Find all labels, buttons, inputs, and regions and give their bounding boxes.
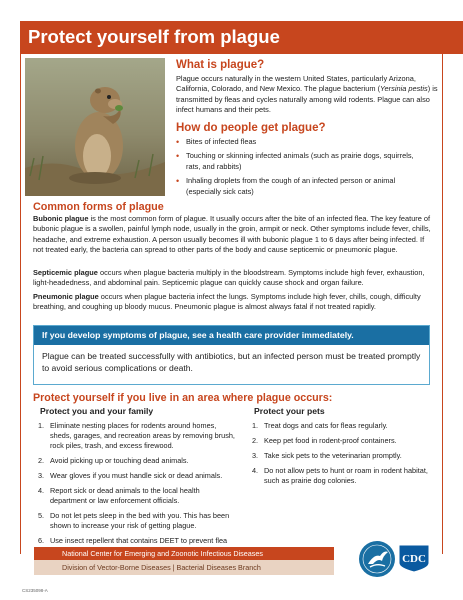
list-item: • Inhaling droplets from the cough of an infected person or animal (especially sick cats) — [176, 176, 421, 197]
septicemic-text: occurs when plague bacteria multiply in the bloodstream. Symptoms include high fever, exhaustion, light-headedness, and abdominal pain. Septicemic plague can quickly cause shock and organ failure. — [33, 268, 425, 288]
list-item: 1. Treat dogs and cats for fleas regularly. — [252, 421, 388, 430]
cdc-logo-text: CDC — [402, 553, 426, 565]
list-item: 2. Avoid picking up or touching dead animals. — [38, 456, 189, 465]
what-text-b: ) is transmitted by fleas and cycles naturally among wild rodents. Plague can also infect humans and their pets. — [176, 84, 438, 115]
pneumonic-text: occurs when plague bacteria infect the lungs. Symptoms include high fever, chills, cough, difficulty breathing, and coughing up bloody mucus. Pneumonic plague is almost always fatal if not treated rapidly. — [33, 292, 421, 312]
pets-heading: Protect your pets — [254, 406, 325, 416]
how-list — [176, 137, 421, 201]
list-item: • Touching or skinning infected animals (such as prairie dogs, squirrels, rats, and rabbits) — [176, 151, 421, 172]
what-text-a: Plague occurs naturally in the western United States, particularly Arizona, California, Colorado, and New Mexico. The plague bacterium ( — [176, 74, 416, 94]
page-title: Protect yourself from plague — [28, 26, 280, 47]
bubonic-term: Bubonic plague — [33, 214, 89, 223]
protect-heading: Protect yourself if you live in an area where plague occurs: — [33, 392, 333, 404]
pneumonic-paragraph — [33, 292, 433, 313]
pets-list — [252, 421, 432, 491]
symptoms-callout — [33, 325, 430, 385]
callout-heading: If you develop symptoms of plague, see a health care provider immediately. — [34, 326, 429, 345]
prairie-dog-photo — [25, 58, 165, 196]
how-heading: How do people get plague? — [176, 122, 326, 134]
list-item: 4. Report sick or dead animals to the local health department or law enforcement officials. — [38, 486, 200, 505]
list-item: 5. Do not let pets sleep in the bed with you. This has been shown to increase your risk of getting plague. — [38, 511, 230, 530]
bubonic-text: is the most common form of plague. It usually occurs after the bite of an infected flea. The key feature of bubonic plague is a swollen, painful lymph node, usually in the groin, armpit or neck. Other symptoms include fever, chills, headache, and extreme exhaustion. A person usually becomes ill with bubonic plague 1 to 6 days after being infected. If not treated early, the bacteria can spread to other parts of the body and cause septicemic or pneumonic plague. — [33, 214, 431, 255]
forms-heading: Common forms of plague — [33, 201, 164, 213]
hhs-logo-icon — [358, 540, 396, 578]
list-item: 3. Wear gloves if you must handle sick or dead animals. — [38, 471, 223, 480]
list-item: 4. Do not allow pets to hunt or roam in rodent habitat, such as prairie dog colonies. — [252, 466, 428, 485]
list-item: 3. Take sick pets to the veterinarian promptly. — [252, 451, 402, 460]
cdc-logo-icon — [398, 543, 430, 573]
list-item: 6. Use insect repellent that contains DEET to prevent flea — [38, 536, 228, 545]
footer-division-name: Division of Vector-Borne Diseases | Bacterial Diseases Branch — [62, 563, 261, 572]
list-item: • Bites of infected fleas — [176, 137, 421, 147]
title-banner — [0, 0, 463, 54]
bubonic-paragraph — [33, 214, 433, 256]
pneumonic-term: Pneumonic plague — [33, 292, 99, 301]
family-heading: Protect you and your family — [40, 406, 154, 416]
callout-body: Plague can be treated successfully with antibiotics, but an infected person must be treated promptly to avoid serious complications or death. — [42, 351, 421, 373]
document-code: CS235098-A — [22, 588, 48, 593]
what-text — [176, 74, 438, 116]
species-name: Yersinia pestis — [380, 84, 428, 94]
septicemic-term: Septicemic plague — [33, 268, 98, 277]
footer-center-name: National Center for Emerging and Zoonotic Infectious Diseases — [62, 549, 263, 558]
list-item: 2. Keep pet food in rodent-proof containers. — [252, 436, 397, 445]
what-heading: What is plague? — [176, 59, 265, 71]
septicemic-paragraph — [33, 268, 433, 289]
family-list — [38, 421, 238, 561]
list-item: 1. Eliminate nesting places for rodents around homes, sheds, garages, and recreation areas by removing brush, rock piles, trash, and excess firewood. — [38, 421, 235, 450]
